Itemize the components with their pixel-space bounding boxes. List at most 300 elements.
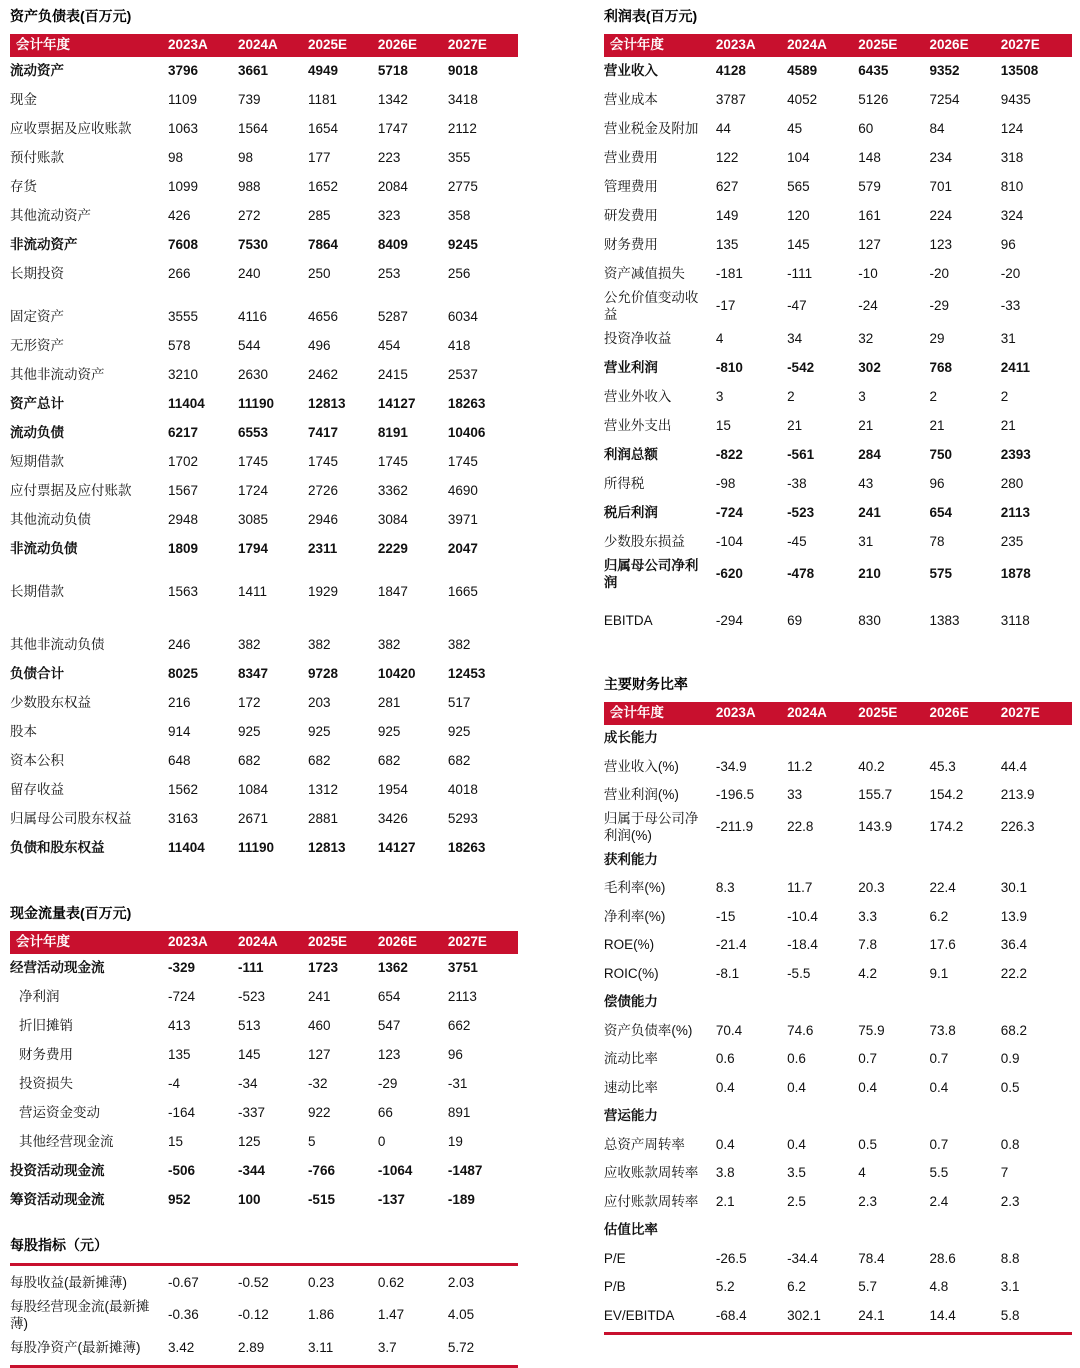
value-cell: 2.5 [787,1193,806,1209]
value-cell: 460 [307,1018,331,1034]
value-cell: 266 [168,266,191,282]
table-row [10,834,518,863]
value-cell: 1.86 [307,1307,335,1323]
row-label: 营业收入 [603,63,658,79]
value-cell: -98 [715,475,736,491]
value-cell: 2.1 [715,1193,735,1209]
value-cell: -26.5 [715,1250,747,1266]
red-divider [10,1365,518,1368]
value-cell: 1745 [377,454,408,470]
value-cell: 135 [715,237,739,253]
value-cell: 6435 [858,63,889,79]
value-cell: 174.2 [929,819,964,835]
value-cell: 21 [787,417,803,433]
row-label: 短期借款 [10,454,64,470]
value-cell: 6034 [447,309,478,325]
value-cell: -211.9 [715,819,754,835]
value-cell: 547 [377,1018,401,1034]
header-year-cell: 2024A [787,704,827,720]
value-cell: 1745 [307,454,338,470]
value-cell: 1724 [237,483,269,499]
value-cell: 3.7 [377,1339,397,1355]
row-label: 少数股东损益 [603,533,685,549]
value-cell: 96 [1000,237,1016,253]
value-cell: 682 [237,753,261,769]
value-cell: 0.9 [1000,1051,1020,1067]
table-row [604,557,1072,593]
table-row [604,1273,1072,1302]
table-row [604,988,1072,1017]
value-cell: 4949 [307,63,338,79]
value-cell: 1929 [307,584,338,600]
row-label: 每股净资产(最新摊薄) [10,1339,141,1355]
value-cell: 45.3 [929,758,956,774]
value-cell: 5293 [447,811,478,827]
value-cell: -1064 [377,1163,413,1179]
value-cell: 223 [377,150,401,166]
value-cell: 1564 [237,121,269,137]
value-cell: 32 [858,330,874,346]
row-label: 现金 [10,92,37,108]
value-cell: -523 [237,989,265,1005]
cash-flow-header [10,931,518,954]
value-cell: -8.1 [715,965,740,981]
value-cell: 2047 [447,541,478,557]
value-cell: 22.2 [1000,965,1028,981]
value-cell: 1312 [307,782,338,798]
value-cell: 2.3 [1000,1193,1020,1209]
value-cell: 323 [377,208,401,224]
value-cell: -68.4 [715,1307,747,1323]
value-cell: 34 [787,330,803,346]
financial-ratios-header [604,702,1072,725]
table-row [10,506,518,535]
row-label: 资产总计 [10,396,64,412]
value-cell: 0.4 [715,1079,735,1095]
row-label: 流动比率 [603,1051,658,1067]
value-cell: 382 [447,637,471,653]
header-year-cell: 2025E [858,704,898,720]
row-label: 营运能力 [603,1108,658,1124]
value-cell: 3.3 [858,908,878,924]
table-row [10,1269,518,1298]
balance-sheet-header [10,34,518,57]
value-cell: 154.2 [929,787,964,803]
value-cell: 0.5 [858,1136,878,1152]
value-cell: 17.6 [929,937,956,953]
value-cell: 382 [377,637,401,653]
table-row [604,383,1072,412]
row-label: 营业外收入 [603,388,672,404]
value-cell: 925 [237,724,261,740]
row-label: 资产减值损失 [603,266,685,282]
value-cell: 4589 [787,63,818,79]
value-cell: 318 [1000,150,1024,166]
table-row [10,1128,518,1157]
value-cell: 701 [929,179,953,195]
row-label: 其他非流动资产 [10,367,105,383]
value-cell: -620 [715,566,743,582]
value-cell: 74.6 [787,1022,814,1038]
value-cell: 70.4 [715,1022,743,1038]
value-cell: 4.8 [929,1279,949,1295]
value-cell: 682 [447,753,471,769]
value-cell: 0.4 [787,1079,806,1095]
value-cell: 18263 [447,840,486,856]
value-cell: -32 [307,1076,328,1092]
value-cell: 3.5 [787,1165,806,1181]
row-label: 少数股东权益 [10,695,91,711]
row-label: 营运资金变动 [19,1105,100,1121]
value-cell: 579 [858,179,881,195]
value-cell: 739 [237,92,261,108]
value-cell: 240 [237,266,261,282]
value-cell: 3.1 [1000,1279,1020,1295]
value-cell: 7254 [929,92,960,108]
row-label: 投资损失 [19,1076,73,1092]
value-cell: 1878 [1000,566,1031,582]
value-cell: 0.6 [715,1051,735,1067]
value-cell: -344 [237,1163,265,1179]
header-year-cell: 2024A [787,37,827,53]
value-cell: 8025 [168,666,199,682]
value-cell: 3 [715,388,724,404]
value-cell: 246 [168,637,191,653]
row-label: 归属母公司股东权益 [10,811,132,827]
value-cell: 1954 [377,782,408,798]
value-cell: 4 [858,1165,866,1181]
cash-flow-body [10,954,518,1215]
value-cell: 2113 [447,989,477,1005]
table-row [10,983,518,1012]
value-cell: 2537 [447,367,478,383]
row-label: 营业费用 [603,150,658,166]
value-cell: 98 [237,150,253,166]
header-year-cell: 2023A [715,37,756,53]
value-cell: 2.89 [237,1339,265,1355]
value-cell: 10420 [377,666,416,682]
value-cell: 9435 [1000,92,1031,108]
table-row [604,144,1072,173]
cash-flow-table [10,905,518,1215]
value-cell: 891 [447,1105,471,1121]
table-row [10,303,518,332]
header-year-cell: 2026E [377,37,417,53]
value-cell: 285 [307,208,331,224]
header-year-cell: 2024A [237,934,278,950]
row-label: 应付账款周转率 [603,1193,699,1209]
income-statement-table [604,8,1072,636]
value-cell: 143.9 [858,819,893,835]
table-row [10,660,518,689]
value-cell: 0.23 [307,1275,335,1291]
value-cell: 4018 [447,782,478,798]
value-cell: 648 [168,753,191,769]
value-cell: 1652 [307,179,338,195]
table-row [604,846,1072,875]
value-cell: 96 [447,1047,463,1063]
value-cell: 1383 [929,612,960,628]
value-cell: 7608 [168,237,199,253]
header-year-cell: 2026E [929,37,969,53]
row-label: 每股经营现金流(最新摊薄) [10,1299,150,1331]
value-cell: 2 [1000,388,1009,404]
value-cell: 78.4 [858,1250,885,1266]
value-cell: 3163 [168,811,199,827]
value-cell: 234 [929,150,953,166]
value-cell: 4128 [715,63,746,79]
table-row [604,289,1072,325]
value-cell: 3.11 [307,1339,334,1355]
value-cell: 161 [858,208,881,224]
value-cell: 145 [237,1047,261,1063]
header-year-cell: 2023A [715,704,756,720]
row-label: 净利率(%) [603,908,666,924]
value-cell: 2.03 [447,1275,475,1291]
table-row [604,354,1072,383]
row-label: 长期借款 [10,584,64,600]
value-cell: -137 [377,1192,405,1208]
table-row [604,931,1072,960]
row-label: 财务费用 [19,1047,73,1063]
value-cell: -724 [168,989,196,1005]
value-cell: -0.52 [237,1275,269,1291]
table-row [10,535,518,564]
value-cell: 40.2 [858,758,885,774]
value-cell: 2411 [1000,359,1031,375]
table-row [604,1302,1072,1331]
value-cell: -34.4 [787,1250,818,1266]
row-label: 经营活动现金流 [10,960,105,976]
row-label: 非流动资产 [10,237,78,253]
value-cell: 60 [858,121,874,137]
value-cell: 2112 [447,121,477,137]
value-cell: 149 [715,208,739,224]
balance-sheet-table [10,8,518,863]
value-cell: -21.4 [715,937,747,953]
value-cell: 517 [447,695,471,711]
table-row [604,412,1072,441]
value-cell: 925 [447,724,471,740]
value-cell: 0.7 [858,1051,878,1067]
value-cell: 45 [787,121,803,137]
value-cell: 2948 [168,512,199,528]
header-year-cell: 2024A [237,37,278,53]
value-cell: 1654 [307,121,338,137]
value-cell: 125 [237,1134,261,1150]
value-cell: 413 [168,1018,191,1034]
value-cell: 2311 [307,541,338,557]
value-cell: -10 [858,266,878,282]
table-row [604,607,1072,636]
row-label: 非流动负债 [10,541,78,557]
value-cell: 31 [1000,330,1016,346]
value-cell: -34 [237,1076,258,1092]
value-cell: 216 [168,695,191,711]
value-cell: 2.4 [929,1193,949,1209]
table-row [604,753,1072,782]
row-label: 投资活动现金流 [10,1163,105,1179]
value-cell: 75.9 [858,1022,885,1038]
table-row [10,448,518,477]
row-label: 其他流动资产 [10,208,91,224]
value-cell: 10406 [447,425,486,441]
value-cell: 123 [929,237,953,253]
value-cell: 9352 [929,63,960,79]
value-cell: -29 [377,1076,398,1092]
value-cell: 426 [168,208,191,224]
table-row [604,57,1072,86]
value-cell: 4656 [307,309,338,325]
value-cell: 145 [787,237,810,253]
value-cell: 11404 [168,840,205,856]
table-row [604,86,1072,115]
value-cell: 44 [715,121,731,137]
table-row [10,1041,518,1070]
value-cell: 9728 [307,666,338,682]
value-cell: -34.9 [715,758,747,774]
value-cell: 382 [237,637,261,653]
header-label-cell: 会计年度 [16,37,70,53]
table-row [10,173,518,202]
value-cell: 496 [307,338,331,354]
row-label: 财务费用 [603,237,658,253]
value-cell: -0.12 [237,1307,269,1323]
value-cell: 78 [929,533,945,549]
value-cell: 3418 [447,92,478,108]
row-label: 所得税 [603,475,645,491]
value-cell: 253 [377,266,401,282]
value-cell: 5.72 [447,1339,475,1355]
value-cell: 4690 [447,483,478,499]
value-cell: 30.1 [1000,880,1028,896]
value-cell: 2630 [237,367,269,383]
value-cell: 4.2 [858,965,878,981]
value-cell: 1362 [377,960,408,976]
value-cell: 280 [1000,475,1024,491]
value-cell: 226.3 [1000,819,1035,835]
value-cell: 4116 [237,309,267,325]
row-label: 营业利润(%) [603,787,679,803]
row-label: 毛利率(%) [603,880,666,896]
value-cell: 13.9 [1000,908,1028,924]
value-cell: 0 [377,1134,386,1150]
value-cell: 3751 [447,960,478,976]
value-cell: 6553 [237,425,269,441]
value-cell: 203 [307,695,331,711]
value-cell: 5718 [377,63,408,79]
value-cell: 2946 [307,512,338,528]
value-cell: -18.4 [787,937,818,953]
value-cell: 11.2 [787,758,813,774]
value-cell: 922 [307,1105,331,1121]
value-cell: 627 [715,179,739,195]
header-year-cell: 2027E [1000,704,1040,720]
value-cell: 241 [858,504,881,520]
value-cell: 302 [858,359,881,375]
value-cell: 2671 [237,811,269,827]
value-cell: 1099 [168,179,199,195]
value-cell: -20 [929,266,950,282]
value-cell: -111 [237,960,264,976]
value-cell: -181 [715,266,743,282]
table-row [10,718,518,747]
row-label: 折旧摊销 [19,1018,73,1034]
header-year-cell: 2025E [858,37,898,53]
table-row [604,115,1072,144]
value-cell: 21 [858,417,874,433]
row-label: 归属母公司净利润 [603,557,699,590]
row-label: ROE(%) [603,937,655,953]
cash-flow-title: 现金流量表(百万元) [10,905,132,921]
value-cell: 6217 [168,425,199,441]
value-cell: 565 [787,179,810,195]
value-cell: 84 [929,121,945,137]
value-cell: 1181 [307,92,337,108]
row-label: 管理费用 [603,179,658,195]
value-cell: 98 [168,150,184,166]
value-cell: 22.4 [929,880,956,896]
value-cell: 9018 [447,63,478,79]
value-cell: -523 [787,504,815,520]
table-row [604,1045,1072,1074]
value-cell: 31 [858,533,874,549]
value-cell: 22.8 [787,819,814,835]
table-row [604,903,1072,932]
row-label: 归属于母公司净利润(%) [603,811,699,843]
value-cell: 148 [858,150,881,166]
header-year-cell: 2026E [377,934,417,950]
value-cell: -0.67 [168,1275,199,1291]
value-cell: 224 [929,208,953,224]
table-row [10,390,518,419]
value-cell: 3787 [715,92,746,108]
row-label: 股本 [10,724,37,740]
value-cell: 302.1 [787,1307,821,1323]
income-statement-body [604,57,1072,636]
table-row [604,441,1072,470]
value-cell: -31 [447,1076,468,1092]
value-cell: 2393 [1000,446,1031,462]
table-row [10,578,518,607]
value-cell: 575 [929,566,953,582]
value-cell: -15 [715,908,736,924]
table-row [10,202,518,231]
table-row [604,260,1072,289]
row-label: EBITDA [603,612,653,628]
value-cell: 7864 [307,237,338,253]
value-cell: 4052 [787,92,818,108]
value-cell: 2775 [447,179,478,195]
row-label: 负债合计 [10,666,64,682]
table-row [604,782,1072,811]
value-cell: 21 [1000,417,1016,433]
row-label: 获利能力 [603,851,658,867]
right-column [604,8,1072,1335]
row-label: 应收账款周转率 [603,1165,699,1181]
value-cell: 682 [377,753,401,769]
table-row [10,1334,518,1363]
balance-sheet-body [10,57,518,863]
table-row [10,144,518,173]
value-cell: 120 [787,208,810,224]
table-row [10,86,518,115]
value-cell: -561 [787,446,815,462]
value-cell: 454 [377,338,401,354]
value-cell: 768 [929,359,953,375]
value-cell: 12813 [307,840,346,856]
value-cell: -10.4 [787,908,818,924]
